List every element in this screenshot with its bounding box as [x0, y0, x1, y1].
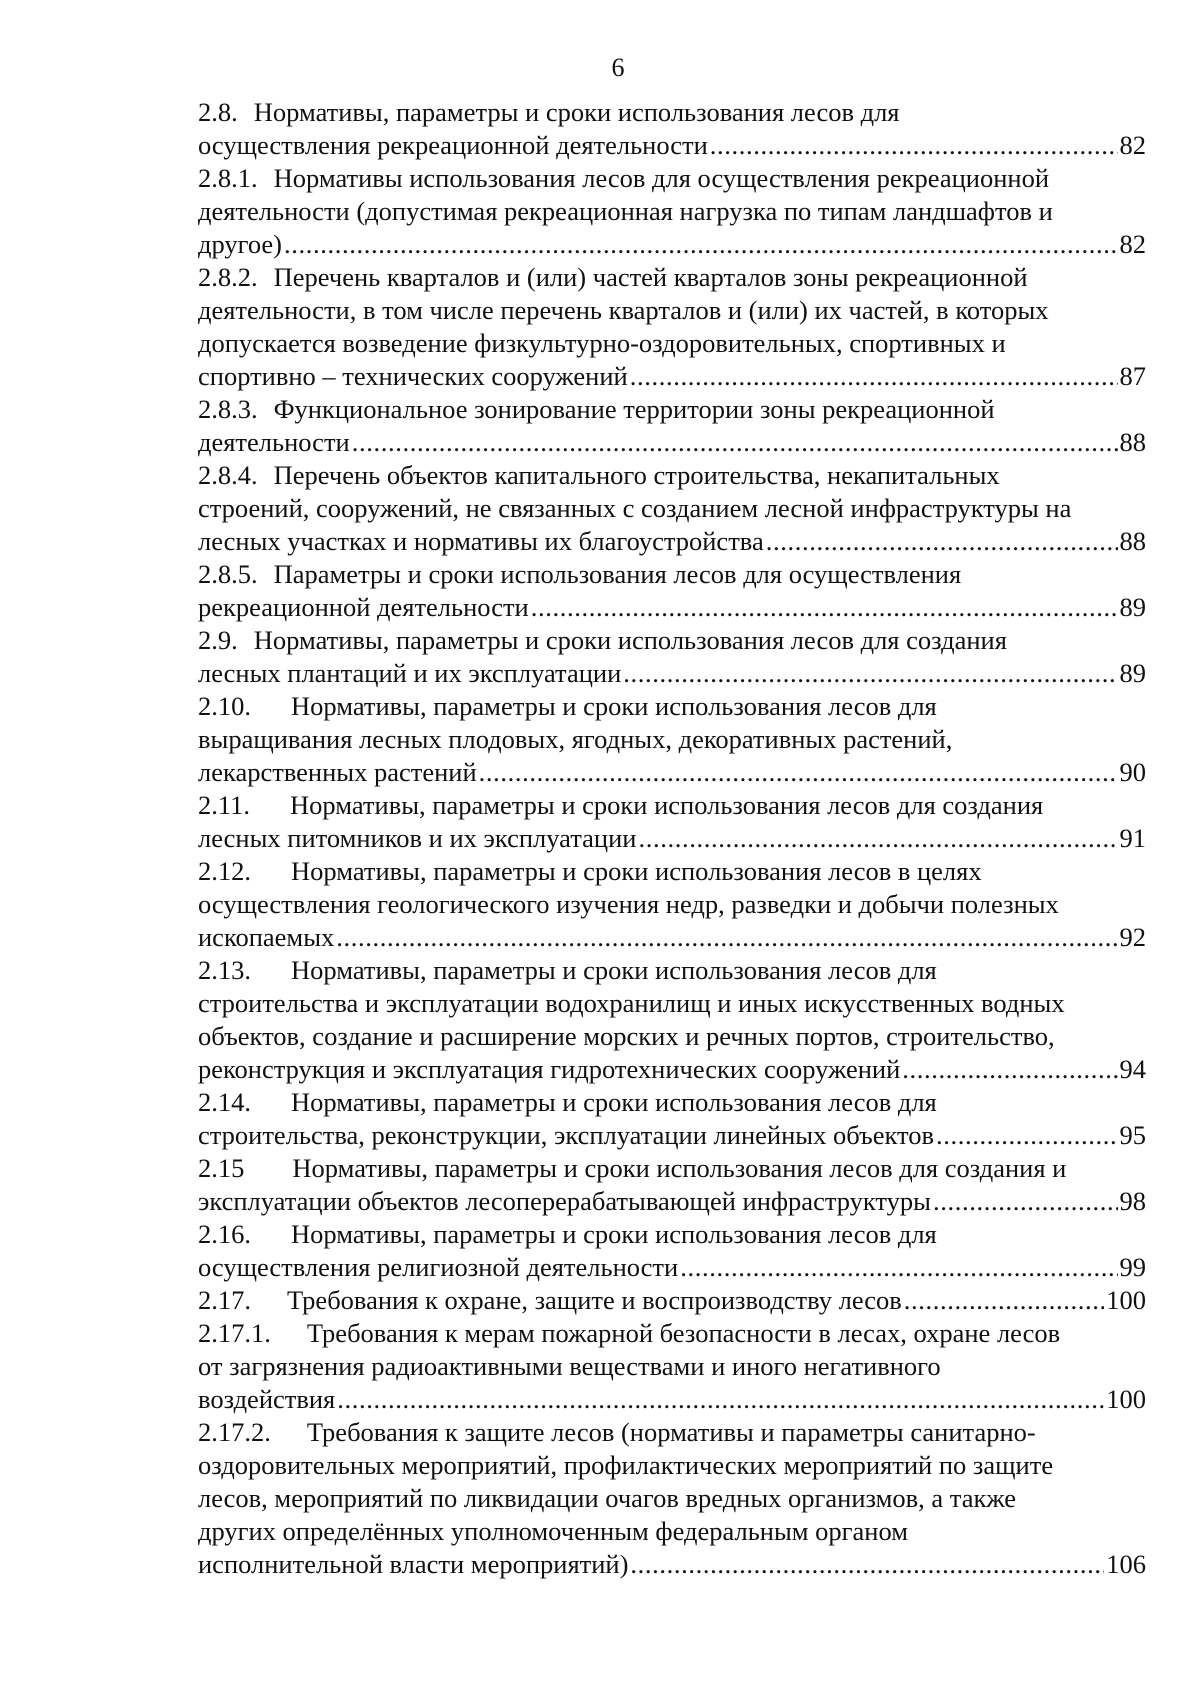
toc-entry-line: [198, 690, 1146, 723]
toc-entry-line: [198, 1449, 1146, 1482]
toc-entry-last-line: [198, 1119, 1146, 1152]
toc-entry-title: Требования к охране, защите и воспроизводству лесов: [287, 1285, 902, 1315]
toc-entry-text: Нормативы, параметры и сроки использования лесов для создания и: [292, 1153, 1067, 1183]
dot-leader: [710, 129, 1118, 162]
toc-entry-last-line: [198, 1548, 1146, 1581]
toc-entry-text: Нормативы, параметры и сроки использования лесов для: [253, 97, 900, 127]
toc-entry-number: 2.17.2.: [198, 1417, 271, 1447]
toc-entry-text: [198, 591, 529, 624]
toc-entry: [198, 162, 1146, 261]
toc-entry-title: эксплуатации объектов лесоперерабатывающей инфраструктуры: [198, 1186, 931, 1216]
page-number: 6: [611, 53, 625, 82]
toc-entry-text: [198, 1053, 900, 1086]
toc-entry-number: 2.14.: [198, 1087, 251, 1117]
toc-entry: [198, 1152, 1146, 1218]
toc-entry-text: Нормативы использования лесов для осуществления рекреационной: [273, 163, 1050, 193]
toc-page-number: 92: [1119, 922, 1146, 952]
toc-entry: [198, 1086, 1146, 1152]
toc-entry-number: 2.8.2.: [198, 262, 258, 292]
toc-entry-line: [198, 1218, 1146, 1251]
toc-entry: [198, 1218, 1146, 1284]
dot-leader: [284, 228, 1117, 261]
toc-page-number: 82: [1119, 229, 1146, 259]
toc-entry-line: [198, 1515, 1146, 1548]
toc-entry-line: [198, 987, 1146, 1020]
toc-entry-text: деятельности, в том числе перечень кварталов и (или) их частей, в которых: [198, 295, 1049, 325]
toc-entry-text: Перечень объектов капитального строительства, некапитальных: [273, 460, 1000, 490]
toc-entry: [198, 459, 1146, 558]
toc-entry-text: Функциональное зонирование территории зоны рекреационной: [273, 394, 995, 424]
dot-leader: [630, 360, 1118, 393]
toc-entry-number: 2.13.: [198, 955, 251, 985]
toc-page-number: 91: [1119, 823, 1146, 853]
dot-leader: [933, 1185, 1118, 1218]
toc-entry-text: лесов, мероприятий по ликвидации очагов вредных организмов, а также: [198, 1483, 1017, 1513]
toc-entry: [198, 558, 1146, 624]
toc-entry-title: спортивно – технических сооружений: [198, 361, 628, 391]
toc-entry: [198, 954, 1146, 1086]
toc-entry-text: других определённых уполномоченным федеральным органом: [198, 1516, 908, 1546]
toc-entry-text: [198, 822, 636, 855]
toc-entry-text: Нормативы, параметры и сроки использования лесов в целях: [291, 856, 982, 886]
dot-leader: [337, 1383, 1104, 1416]
toc-entry-number: 2.15: [198, 1153, 245, 1183]
toc-page-number: 88: [1119, 427, 1146, 457]
toc-entry-number: 2.8.3.: [198, 394, 258, 424]
dot-leader: [352, 426, 1118, 459]
toc-entry-text: Нормативы, параметры и сроки использования лесов для создания: [290, 790, 1044, 820]
toc-entry: [198, 261, 1146, 393]
toc-entry-last-line: [198, 756, 1146, 789]
toc-entry-line: [198, 954, 1146, 987]
toc-entry-line: [198, 1020, 1146, 1053]
table-of-contents: [198, 96, 1146, 1581]
dot-leader: [630, 1548, 1104, 1581]
toc-entry-title: осуществления религиозной деятельности: [198, 1252, 679, 1282]
toc-entry: [198, 690, 1146, 789]
toc-entry-last-line: [198, 1185, 1146, 1218]
toc-entry-number: 2.16.: [198, 1219, 251, 1249]
toc-page-number: 88: [1119, 526, 1146, 556]
toc-entry-text: осуществления геологического изучения недр, разведки и добычи полезных: [198, 889, 1059, 919]
toc-entry-title: строительства, реконструкции, эксплуатации линейных объектов: [198, 1120, 934, 1150]
toc-entry-text: допускается возведение физкультурно-оздоровительных, спортивных и: [198, 328, 1006, 358]
toc-entry-text: [198, 426, 350, 459]
toc-entry-line: [198, 624, 1146, 657]
toc-entry-line: [198, 723, 1146, 756]
toc-entry-title: воздействия: [198, 1384, 336, 1414]
toc-entry-number: 2.11.: [198, 790, 251, 820]
toc-entry-number: 2.17.1.: [198, 1318, 271, 1348]
toc-entry-line: [198, 294, 1146, 327]
toc-entry-line: [198, 393, 1146, 426]
toc-entry-text: [198, 657, 621, 690]
toc-entry-title: реконструкция и эксплуатация гидротехнических сооружений: [198, 1054, 901, 1084]
toc-entry-text: [198, 525, 764, 558]
toc-entry: [198, 1416, 1146, 1581]
toc-entry-number: 2.8.5.: [198, 559, 258, 589]
toc-entry-line: [198, 459, 1146, 492]
toc-entry-title: исполнительной власти мероприятий): [198, 1549, 629, 1579]
toc-entry-number: 2.9.: [198, 625, 238, 655]
toc-entry-text: Параметры и сроки использования лесов для осуществления: [273, 559, 962, 589]
toc-entry-last-line: [198, 360, 1146, 393]
toc-entry-text: [198, 1548, 628, 1581]
toc-entry: [198, 96, 1146, 162]
toc-entry-line: [198, 1317, 1146, 1350]
toc-entry-title: рекреационной деятельности: [198, 592, 529, 622]
toc-entry-line: [198, 261, 1146, 294]
toc-entry-text: Нормативы, параметры и сроки использования лесов для: [291, 1219, 937, 1249]
toc-entry-text: Требования к мерам пожарной безопасности в лесах, охране лесов: [306, 1318, 1061, 1348]
toc-entry: [198, 1317, 1146, 1416]
toc-page-number: 100: [1106, 1384, 1146, 1414]
toc-entry-last-line: [198, 426, 1146, 459]
dot-leader: [766, 525, 1118, 558]
toc-entry-number: 2.17.: [198, 1285, 251, 1315]
toc-entry-last-line: [198, 1383, 1146, 1416]
toc-entry-line: [198, 195, 1146, 228]
toc-entry-text: выращивания лесных плодовых, ягодных, декоративных растений,: [198, 724, 953, 754]
toc-page-number: 95: [1119, 1120, 1146, 1150]
toc-entry-text: деятельности (допустимая рекреационная нагрузка по типам ландшафтов и: [198, 196, 1053, 226]
toc-entry-text: Нормативы, параметры и сроки использования лесов для: [291, 691, 937, 721]
toc-entry-last-line: [198, 525, 1146, 558]
toc-page-number: 98: [1119, 1186, 1146, 1216]
toc-entry-text: от загрязнения радиоактивными веществами и иного негативного: [198, 1351, 941, 1381]
toc-page-number: 94: [1119, 1054, 1146, 1084]
toc-entry-number: 2.8.1.: [198, 163, 258, 193]
toc-entry-last-line: [198, 1284, 1146, 1317]
toc-entry-number: 2.8.: [198, 97, 238, 127]
toc-entry-text: Нормативы, параметры и сроки использования лесов для: [291, 1087, 937, 1117]
toc-entry-text: объектов, создание и расширение морских и речных портов, строительство,: [198, 1021, 1055, 1051]
toc-page-number: 82: [1119, 130, 1146, 160]
toc-entry-last-line: [198, 657, 1146, 690]
toc-entry-text: [198, 129, 708, 162]
dot-leader: [531, 591, 1118, 624]
dot-leader: [680, 1251, 1117, 1284]
toc-page-number: 100: [1106, 1285, 1146, 1315]
dot-leader: [623, 657, 1117, 690]
toc-entry-last-line: [198, 129, 1146, 162]
toc-entry-text: [198, 1383, 335, 1416]
toc-entry-line: [198, 1482, 1146, 1515]
toc-entry-line: [198, 1086, 1146, 1119]
toc-entry: [198, 789, 1146, 855]
toc-entry-line: [198, 327, 1146, 360]
toc-page-number: 89: [1119, 658, 1146, 688]
dot-leader: [638, 822, 1117, 855]
toc-entry-title: другое): [198, 229, 283, 259]
toc-entry-line: [198, 855, 1146, 888]
dot-leader: [336, 921, 1117, 954]
toc-entry-title: ископаемых: [198, 922, 335, 952]
toc-entry-number: 2.12.: [198, 856, 251, 886]
dot-leader: [936, 1119, 1118, 1152]
toc-entry-title: лесных плантаций и их эксплуатации: [198, 658, 622, 688]
toc-entry-text: [198, 1284, 902, 1317]
toc-entry-text: оздоровительных мероприятий, профилактических мероприятий по защите: [198, 1450, 1054, 1480]
toc-entry: [198, 855, 1146, 954]
toc-entry-text: [198, 1251, 678, 1284]
toc-entry-text: [198, 360, 628, 393]
toc-entry-line: [198, 888, 1146, 921]
toc-entry-text: строений, сооружений, не связанных с созданием лесной инфраструктуры на: [198, 493, 1072, 523]
toc-entry-number: 2.8.4.: [198, 460, 258, 490]
toc-entry: [198, 1284, 1146, 1317]
dot-leader: [479, 756, 1118, 789]
toc-entry-text: [198, 756, 477, 789]
toc-entry-line: [198, 162, 1146, 195]
toc-page-number: 89: [1119, 592, 1146, 622]
toc-entry-last-line: [198, 591, 1146, 624]
toc-entry: [198, 624, 1146, 690]
toc-entry-line: [198, 96, 1146, 129]
toc-entry-title: деятельности: [198, 427, 350, 457]
dot-leader: [904, 1284, 1104, 1317]
toc-entry-title: лесных участках и нормативы их благоустройства: [198, 526, 764, 556]
toc-entry-line: [198, 1416, 1146, 1449]
toc-page-number: 90: [1119, 757, 1146, 787]
toc-page-number: 106: [1106, 1549, 1146, 1579]
toc-entry-text: Нормативы, параметры и сроки использования лесов для: [291, 955, 937, 985]
toc-entry-line: [198, 789, 1146, 822]
toc-page-number: 87: [1119, 361, 1146, 391]
toc-entry-text: Нормативы, параметры и сроки использования лесов для создания: [253, 625, 1007, 655]
toc-entry-title: лесных питомников и их эксплуатации: [198, 823, 637, 853]
toc-entry-line: [198, 1350, 1146, 1383]
toc-entry-text: Требования к защите лесов (нормативы и параметры санитарно-: [306, 1417, 1036, 1447]
toc-entry-number: 2.10.: [198, 691, 251, 721]
toc-entry-text: Перечень кварталов и (или) частей кварталов зоны рекреационной: [273, 262, 1028, 292]
toc-entry-last-line: [198, 1251, 1146, 1284]
toc-entry-last-line: [198, 228, 1146, 261]
toc-entry-title: лекарственных растений: [198, 757, 477, 787]
toc-entry-last-line: [198, 1053, 1146, 1086]
toc-entry-line: [198, 558, 1146, 591]
toc-entry-last-line: [198, 822, 1146, 855]
toc-entry-last-line: [198, 921, 1146, 954]
toc-entry-title: осуществления рекреационной деятельности: [198, 130, 708, 160]
toc-entry-text: [198, 1119, 934, 1152]
toc-page-number: 99: [1119, 1252, 1146, 1282]
toc-entry-text: строительства и эксплуатации водохранилищ и иных искусственных водных: [198, 988, 1065, 1018]
dot-leader: [902, 1053, 1117, 1086]
toc-entry: [198, 393, 1146, 459]
toc-entry-text: [198, 1185, 931, 1218]
toc-entry-text: [198, 228, 282, 261]
toc-entry-text: [198, 921, 334, 954]
toc-entry-line: [198, 1152, 1146, 1185]
toc-entry-line: [198, 492, 1146, 525]
